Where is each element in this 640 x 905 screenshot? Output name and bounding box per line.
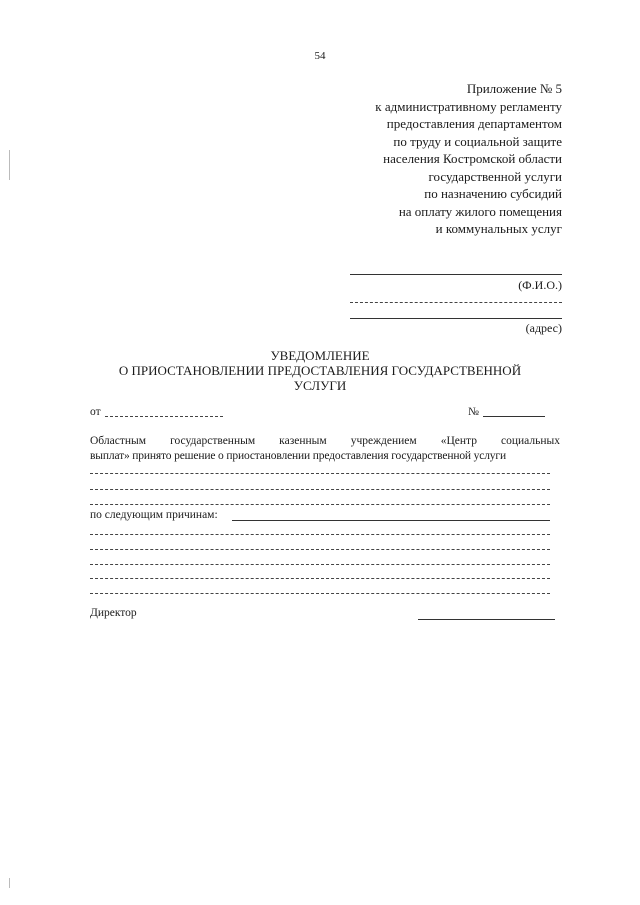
recipient-address-caption: (адрес) — [525, 321, 562, 335]
decision-line-3[interactable] — [90, 504, 550, 505]
title-line-3: УСЛУГИ — [293, 378, 347, 393]
recipient-name-caption: (Ф.И.О.) — [518, 278, 562, 292]
reasons-line-0[interactable] — [232, 520, 550, 521]
body-word: социальных — [501, 435, 560, 447]
document-title — [0, 348, 640, 393]
signature-line[interactable] — [418, 619, 555, 620]
decision-line-1[interactable] — [90, 473, 550, 474]
body-line-2: выплат» принято решение о приостановлении предоставления государственной услуги — [90, 450, 506, 462]
appendix-line: к административному регламенту — [375, 98, 562, 114]
appendix-line: предоставления департаментом — [386, 116, 562, 131]
title-line-2: О ПРИОСТАНОВЛЕНИИ ПРЕДОСТАВЛЕНИЯ ГОСУДАРСТВЕННОЙ — [118, 363, 522, 378]
body-word: учреждением — [350, 435, 417, 447]
appendix-line: государственной услуги — [428, 168, 562, 184]
reasons-line-3[interactable] — [90, 564, 550, 565]
appendix-line: населения Костромской области — [383, 151, 562, 166]
appendix-line: Приложение № 5 — [466, 81, 562, 96]
body-word: казенным — [279, 435, 327, 447]
recipient-address-line-2[interactable] — [350, 318, 562, 319]
appendix-line: на оплату жилого помещения — [398, 203, 562, 219]
appendix-line: и коммунальных услуг — [435, 221, 562, 236]
decision-line-2[interactable] — [90, 489, 550, 490]
recipient-address-line-1[interactable] — [350, 302, 562, 303]
reasons-label: по следующим причинам: — [90, 509, 218, 521]
title-line-1: УВЕДОМЛЕНИЕ — [270, 348, 370, 363]
appendix-line: по назначению субсидий — [424, 186, 562, 201]
appendix-line: по труду и социальной защите — [393, 133, 562, 149]
number-label: № — [468, 406, 479, 418]
body-word: государственным — [170, 435, 256, 447]
date-field-line[interactable] — [105, 416, 223, 417]
body-word: «Центр — [440, 435, 477, 447]
appendix-header — [262, 80, 562, 238]
page-number: 54 — [314, 50, 326, 62]
body-line-1 — [90, 435, 560, 447]
reasons-line-2[interactable] — [90, 549, 550, 550]
reasons-line-4[interactable] — [90, 578, 550, 579]
scan-mark-bottom-left — [9, 878, 10, 888]
director-label: Директор — [90, 607, 137, 619]
date-label: от — [90, 406, 101, 418]
body-word: Областным — [90, 435, 147, 447]
number-field-line[interactable] — [483, 416, 545, 417]
reasons-line-5[interactable] — [90, 593, 550, 594]
reasons-line-1[interactable] — [90, 534, 550, 535]
recipient-name-line[interactable] — [350, 274, 562, 275]
scan-mark-left — [9, 150, 10, 180]
